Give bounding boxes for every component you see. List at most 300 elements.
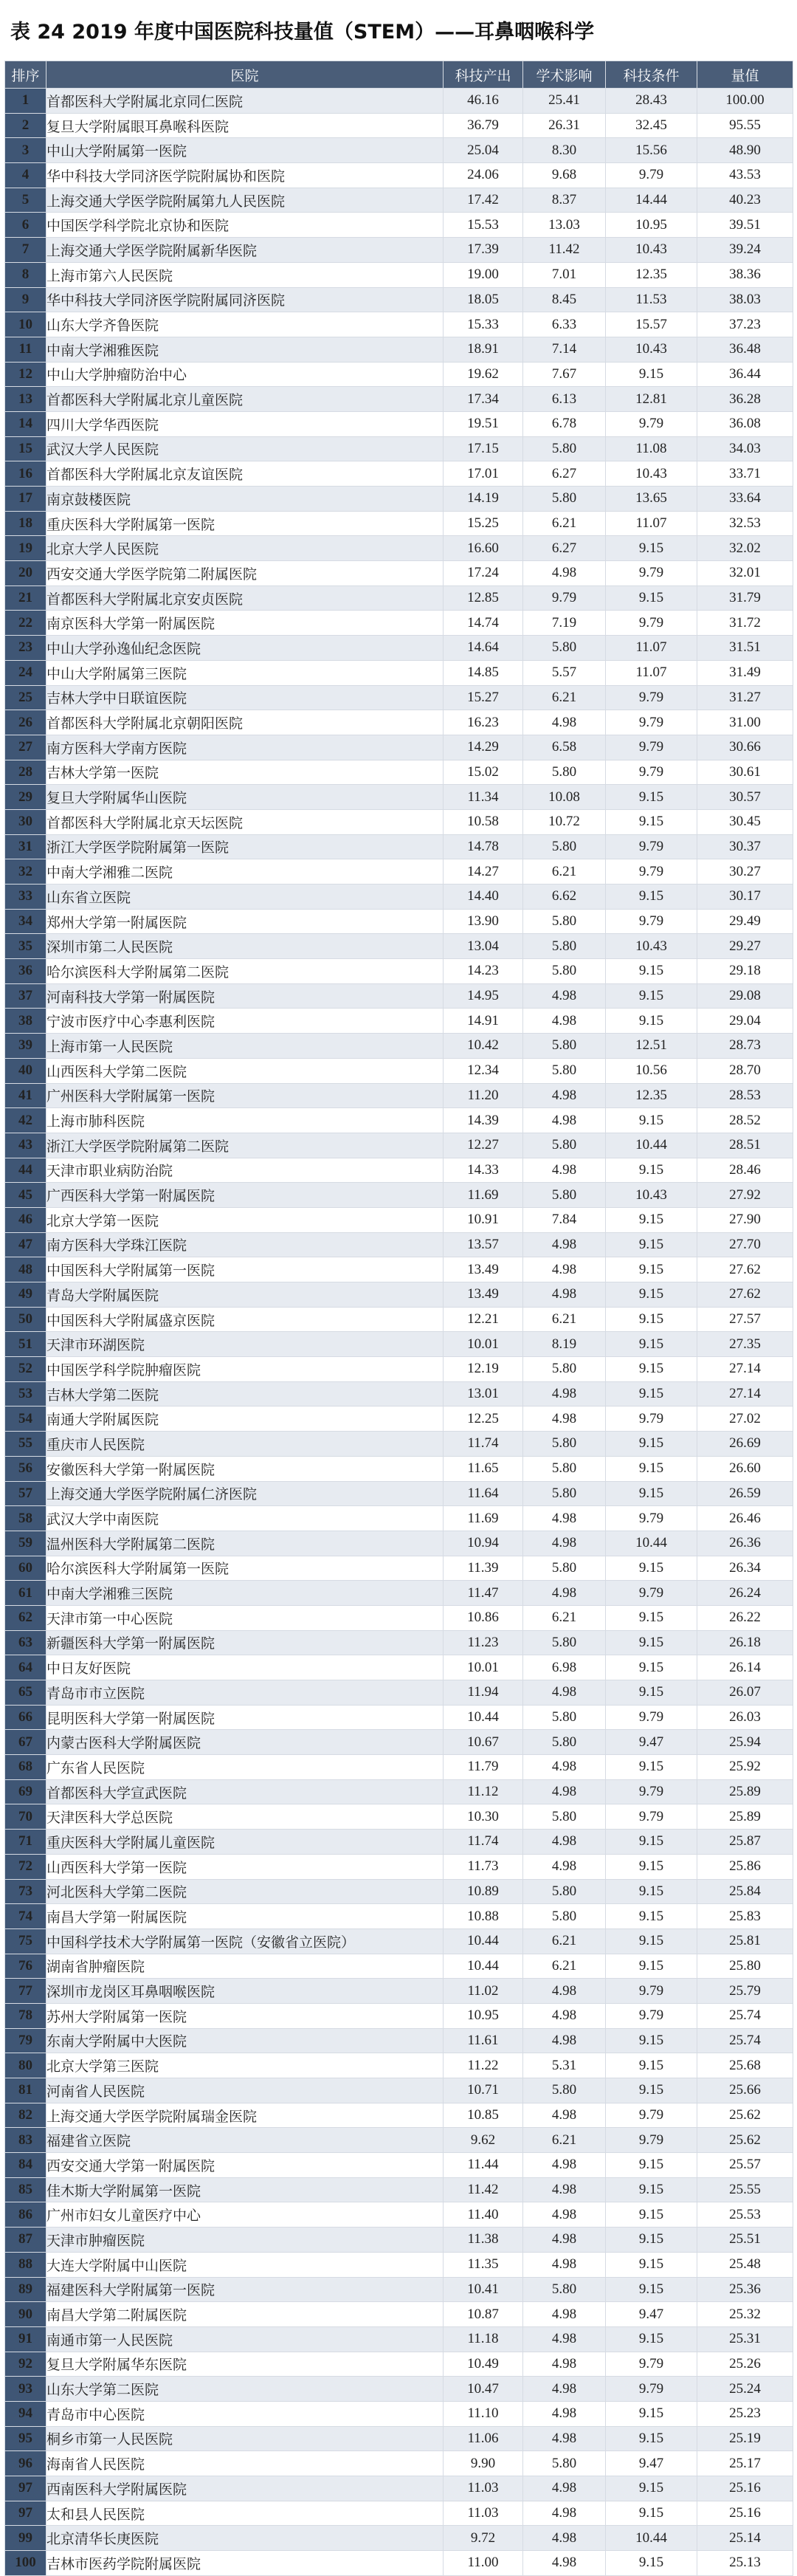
academic-impact-cell: 4.98 <box>523 1083 606 1108</box>
score-value-cell: 30.37 <box>697 834 793 859</box>
tech-output-cell: 13.49 <box>444 1282 523 1308</box>
rank-cell: 8 <box>5 262 46 287</box>
table-row <box>5 1257 793 1282</box>
score-value-cell: 25.80 <box>697 1954 793 1979</box>
table-row <box>5 1009 793 1034</box>
hospital-name-cell: 中南大学湘雅医院 <box>46 337 444 362</box>
rank-cell: 94 <box>5 2401 46 2426</box>
tech-condition-cell: 9.79 <box>606 2352 697 2377</box>
academic-impact-cell: 6.21 <box>523 859 606 885</box>
score-value-cell: 29.18 <box>697 959 793 984</box>
table-row <box>5 2078 793 2103</box>
hospital-name-cell: 天津市职业病防治院 <box>46 1158 444 1183</box>
table-row <box>5 2177 793 2202</box>
academic-impact-cell: 6.21 <box>523 1307 606 1332</box>
hospital-name-cell: 上海市肺科医院 <box>46 1108 444 1133</box>
hospital-name-cell: 四川大学华西医院 <box>46 411 444 436</box>
score-value-cell: 30.27 <box>697 859 793 885</box>
table-row <box>5 1581 793 1606</box>
score-value-cell: 27.70 <box>697 1232 793 1257</box>
rank-cell: 21 <box>5 585 46 611</box>
tech-condition-cell: 11.08 <box>606 436 697 461</box>
header-rank: 排序 <box>5 61 46 89</box>
academic-impact-cell: 4.98 <box>523 983 606 1009</box>
academic-impact-cell: 7.01 <box>523 262 606 287</box>
rank-cell: 59 <box>5 1531 46 1556</box>
hospital-name-cell: 北京大学人民医院 <box>46 536 444 561</box>
tech-condition-cell: 9.15 <box>606 1307 697 1332</box>
tech-condition-cell: 9.15 <box>606 1232 697 1257</box>
rank-cell: 42 <box>5 1108 46 1133</box>
rank-cell: 39 <box>5 1034 46 1059</box>
tech-output-cell: 15.02 <box>444 760 523 785</box>
table-row <box>5 337 793 362</box>
table-row <box>5 287 793 312</box>
table-row <box>5 2426 793 2451</box>
score-value-cell: 26.07 <box>697 1680 793 1706</box>
table-row <box>5 1705 793 1730</box>
academic-impact-cell: 8.19 <box>523 1332 606 1357</box>
tech-condition-cell: 9.79 <box>606 561 697 586</box>
tech-condition-cell: 9.79 <box>606 163 697 188</box>
hospital-name-cell: 吉林大学第一医院 <box>46 760 444 785</box>
academic-impact-cell: 4.98 <box>523 1779 606 1804</box>
academic-impact-cell: 5.80 <box>523 1630 606 1655</box>
hospital-name-cell: 哈尔滨医科大学附属第二医院 <box>46 959 444 984</box>
tech-condition-cell: 9.15 <box>606 1954 697 1979</box>
score-value-cell: 29.27 <box>697 934 793 959</box>
hospital-name-cell: 复旦大学附属华山医院 <box>46 785 444 810</box>
tech-condition-cell: 10.43 <box>606 1183 697 1208</box>
rank-cell: 70 <box>5 1804 46 1830</box>
academic-impact-cell: 4.98 <box>523 2252 606 2277</box>
academic-impact-cell: 5.80 <box>523 909 606 934</box>
academic-impact-cell: 6.21 <box>523 2128 606 2153</box>
header-output: 科技产出 <box>444 61 523 89</box>
tech-output-cell: 11.22 <box>444 2053 523 2078</box>
score-value-cell: 25.83 <box>697 1904 793 1929</box>
hospital-name-cell: 福建省立医院 <box>46 2128 444 2153</box>
tech-condition-cell: 9.79 <box>606 1979 697 2004</box>
score-value-cell: 25.74 <box>697 2003 793 2028</box>
hospital-name-cell: 天津市环湖医院 <box>46 1332 444 1357</box>
score-value-cell: 25.79 <box>697 1979 793 2004</box>
score-value-cell: 25.23 <box>697 2401 793 2426</box>
score-value-cell: 25.62 <box>697 2103 793 2128</box>
table-row <box>5 2128 793 2153</box>
rank-cell: 81 <box>5 2078 46 2103</box>
academic-impact-cell: 5.80 <box>523 1556 606 1581</box>
score-value-cell: 29.04 <box>697 1009 793 1034</box>
table-row <box>5 1655 793 1680</box>
hospital-name-cell: 昆明医科大学第一附属医院 <box>46 1705 444 1730</box>
rank-cell: 69 <box>5 1779 46 1804</box>
table-row <box>5 660 793 685</box>
hospital-name-cell: 中国医学科学院肿瘤医院 <box>46 1357 444 1382</box>
rank-cell: 24 <box>5 660 46 685</box>
table-row <box>5 2103 793 2128</box>
tech-condition-cell: 9.15 <box>606 2153 697 2178</box>
score-value-cell: 30.61 <box>697 760 793 785</box>
table-row <box>5 2028 793 2053</box>
tech-output-cell: 12.34 <box>444 1058 523 1083</box>
tech-output-cell: 11.61 <box>444 2028 523 2053</box>
header-condition: 科技条件 <box>606 61 697 89</box>
score-value-cell: 26.36 <box>697 1531 793 1556</box>
tech-output-cell: 10.44 <box>444 1705 523 1730</box>
score-value-cell: 32.53 <box>697 511 793 536</box>
hospital-name-cell: 南昌大学第一附属医院 <box>46 1904 444 1929</box>
tech-output-cell: 14.39 <box>444 1108 523 1133</box>
score-value-cell: 28.52 <box>697 1108 793 1133</box>
tech-condition-cell: 12.35 <box>606 1083 697 1108</box>
rank-cell: 11 <box>5 337 46 362</box>
tech-output-cell: 10.67 <box>444 1730 523 1755</box>
table-row <box>5 1108 793 1133</box>
tech-condition-cell: 9.79 <box>606 735 697 760</box>
academic-impact-cell: 4.98 <box>523 1755 606 1780</box>
table-row <box>5 1381 793 1407</box>
tech-output-cell: 13.04 <box>444 934 523 959</box>
hospital-name-cell: 北京大学第一医院 <box>46 1207 444 1232</box>
hospital-name-cell: 中日友好医院 <box>46 1655 444 1680</box>
rank-cell: 36 <box>5 959 46 984</box>
rank-cell: 56 <box>5 1456 46 1481</box>
tech-condition-cell: 9.79 <box>606 909 697 934</box>
hospital-name-cell: 福建医科大学附属第一医院 <box>46 2277 444 2302</box>
tech-output-cell: 15.27 <box>444 685 523 710</box>
hospital-name-cell: 南方医科大学南方医院 <box>46 735 444 760</box>
hospital-name-cell: 重庆市人民医院 <box>46 1432 444 1457</box>
tech-condition-cell: 9.79 <box>606 2103 697 2128</box>
score-value-cell: 26.24 <box>697 1581 793 1606</box>
rank-cell: 53 <box>5 1381 46 1407</box>
score-value-cell: 25.87 <box>697 1830 793 1855</box>
hospital-name-cell: 首都医科大学附属北京同仁医院 <box>46 89 444 114</box>
rank-cell: 2 <box>5 113 46 138</box>
table-row <box>5 909 793 934</box>
rank-cell: 50 <box>5 1307 46 1332</box>
tech-output-cell: 14.95 <box>444 983 523 1009</box>
rank-cell: 96 <box>5 2451 46 2476</box>
tech-condition-cell: 9.79 <box>606 1804 697 1830</box>
tech-output-cell: 17.24 <box>444 561 523 586</box>
rank-cell: 93 <box>5 2377 46 2402</box>
tech-condition-cell: 11.53 <box>606 287 697 312</box>
tech-condition-cell: 9.15 <box>606 1432 697 1457</box>
score-value-cell: 25.51 <box>697 2228 793 2253</box>
score-value-cell: 25.92 <box>697 1755 793 1780</box>
table-row <box>5 2302 793 2327</box>
table-row <box>5 1680 793 1706</box>
academic-impact-cell: 4.98 <box>523 710 606 735</box>
academic-impact-cell: 10.08 <box>523 785 606 810</box>
tech-condition-cell: 9.15 <box>606 1481 697 1506</box>
tech-condition-cell: 9.15 <box>606 1854 697 1879</box>
score-value-cell: 28.51 <box>697 1133 793 1158</box>
hospital-name-cell: 重庆医科大学附属第一医院 <box>46 511 444 536</box>
academic-impact-cell: 7.84 <box>523 1207 606 1232</box>
rank-cell: 54 <box>5 1407 46 1432</box>
tech-output-cell: 11.34 <box>444 785 523 810</box>
tech-output-cell: 9.62 <box>444 2128 523 2153</box>
tech-output-cell: 10.44 <box>444 1954 523 1979</box>
hospital-name-cell: 华中科技大学同济医学院附属同济医院 <box>46 287 444 312</box>
tech-condition-cell: 9.79 <box>606 1705 697 1730</box>
table-row <box>5 461 793 487</box>
rank-cell: 95 <box>5 2426 46 2451</box>
score-value-cell: 30.66 <box>697 735 793 760</box>
tech-output-cell: 17.39 <box>444 238 523 263</box>
table-row <box>5 213 793 238</box>
hospital-name-cell: 首都医科大学附属北京安贞医院 <box>46 585 444 611</box>
score-value-cell: 31.00 <box>697 710 793 735</box>
score-value-cell: 25.19 <box>697 2426 793 2451</box>
hospital-name-cell: 西南医科大学附属医院 <box>46 2476 444 2501</box>
academic-impact-cell: 6.27 <box>523 536 606 561</box>
rank-cell: 51 <box>5 1332 46 1357</box>
hospital-name-cell: 上海市第一人民医院 <box>46 1034 444 1059</box>
tech-condition-cell: 12.51 <box>606 1034 697 1059</box>
tech-condition-cell: 9.79 <box>606 2377 697 2402</box>
rank-cell: 44 <box>5 1158 46 1183</box>
academic-impact-cell: 10.72 <box>523 809 606 834</box>
tech-output-cell: 10.41 <box>444 2277 523 2302</box>
table-row <box>5 1755 793 1780</box>
tech-output-cell: 10.01 <box>444 1655 523 1680</box>
academic-impact-cell: 5.80 <box>523 1804 606 1830</box>
rank-cell: 52 <box>5 1357 46 1382</box>
tech-condition-cell: 9.15 <box>606 809 697 834</box>
rank-cell: 72 <box>5 1854 46 1879</box>
score-value-cell: 25.31 <box>697 2326 793 2352</box>
table-row <box>5 934 793 959</box>
academic-impact-cell: 4.98 <box>523 2426 606 2451</box>
tech-condition-cell: 9.15 <box>606 2401 697 2426</box>
academic-impact-cell: 7.19 <box>523 611 606 636</box>
rank-cell: 86 <box>5 2202 46 2228</box>
score-value-cell: 25.86 <box>697 1854 793 1879</box>
tech-output-cell: 14.64 <box>444 636 523 661</box>
tech-output-cell: 10.85 <box>444 2103 523 2128</box>
tech-output-cell: 12.19 <box>444 1357 523 1382</box>
table-row <box>5 1481 793 1506</box>
tech-output-cell: 10.49 <box>444 2352 523 2377</box>
tech-condition-cell: 9.79 <box>606 1779 697 1804</box>
score-value-cell: 31.27 <box>697 685 793 710</box>
rank-cell: 97 <box>5 2476 46 2501</box>
academic-impact-cell: 4.98 <box>523 2352 606 2377</box>
score-value-cell: 33.64 <box>697 487 793 512</box>
rank-cell: 67 <box>5 1730 46 1755</box>
rank-cell: 83 <box>5 2128 46 2153</box>
hospital-name-cell: 南方医科大学珠江医院 <box>46 1232 444 1257</box>
rank-cell: 99 <box>5 2526 46 2551</box>
rank-cell: 18 <box>5 511 46 536</box>
academic-impact-cell: 5.80 <box>523 959 606 984</box>
table-row <box>5 2526 793 2551</box>
tech-condition-cell: 9.15 <box>606 1928 697 1954</box>
tech-output-cell: 11.79 <box>444 1755 523 1780</box>
tech-condition-cell: 9.15 <box>606 2501 697 2526</box>
tech-output-cell: 24.06 <box>444 163 523 188</box>
hospital-name-cell: 温州医科大学附属第二医院 <box>46 1531 444 1556</box>
hospital-name-cell: 上海交通大学医学院附属新华医院 <box>46 238 444 263</box>
rank-cell: 61 <box>5 1581 46 1606</box>
academic-impact-cell: 5.31 <box>523 2053 606 2078</box>
table-row <box>5 1307 793 1332</box>
academic-impact-cell: 6.21 <box>523 685 606 710</box>
hospital-name-cell: 山东省立医院 <box>46 885 444 910</box>
academic-impact-cell: 4.98 <box>523 2153 606 2178</box>
tech-condition-cell: 9.79 <box>606 1506 697 1531</box>
score-value-cell: 28.53 <box>697 1083 793 1108</box>
table-row <box>5 536 793 561</box>
score-value-cell: 26.34 <box>697 1556 793 1581</box>
rank-cell: 64 <box>5 1655 46 1680</box>
hospital-name-cell: 天津市第一中心医院 <box>46 1605 444 1630</box>
rank-cell: 66 <box>5 1705 46 1730</box>
rank-cell: 30 <box>5 809 46 834</box>
academic-impact-cell: 6.58 <box>523 735 606 760</box>
academic-impact-cell: 4.98 <box>523 561 606 586</box>
table-row <box>5 1357 793 1382</box>
hospital-name-cell: 宁波市医疗中心李惠利医院 <box>46 1009 444 1034</box>
tech-condition-cell: 9.15 <box>606 2277 697 2302</box>
hospital-name-cell: 青岛市中心医院 <box>46 2401 444 2426</box>
academic-impact-cell: 4.98 <box>523 2476 606 2501</box>
tech-condition-cell: 13.65 <box>606 487 697 512</box>
academic-impact-cell: 6.21 <box>523 511 606 536</box>
tech-output-cell: 13.57 <box>444 1232 523 1257</box>
score-value-cell: 30.45 <box>697 809 793 834</box>
hospital-name-cell: 首都医科大学附属北京友谊医院 <box>46 461 444 487</box>
hospital-name-cell: 中山大学附属第一医院 <box>46 138 444 163</box>
table-row <box>5 312 793 337</box>
academic-impact-cell: 8.45 <box>523 287 606 312</box>
academic-impact-cell: 5.80 <box>523 2451 606 2476</box>
tech-condition-cell: 10.56 <box>606 1058 697 1083</box>
tech-condition-cell: 9.15 <box>606 2551 697 2576</box>
score-value-cell: 27.92 <box>697 1183 793 1208</box>
academic-impact-cell: 4.98 <box>523 1531 606 1556</box>
rank-cell: 41 <box>5 1083 46 1108</box>
academic-impact-cell: 5.80 <box>523 1432 606 1457</box>
rank-cell: 57 <box>5 1481 46 1506</box>
tech-condition-cell: 9.15 <box>606 785 697 810</box>
hospital-name-cell: 中山大学附属第三医院 <box>46 660 444 685</box>
rank-cell: 58 <box>5 1506 46 1531</box>
rank-cell: 28 <box>5 760 46 785</box>
tech-condition-cell: 9.15 <box>606 959 697 984</box>
table-row <box>5 2053 793 2078</box>
tech-condition-cell: 9.15 <box>606 1257 697 1282</box>
rank-cell: 71 <box>5 1830 46 1855</box>
score-value-cell: 26.59 <box>697 1481 793 1506</box>
tech-output-cell: 11.10 <box>444 2401 523 2426</box>
academic-impact-cell: 4.98 <box>523 1232 606 1257</box>
hospital-name-cell: 复旦大学附属华东医院 <box>46 2352 444 2377</box>
table-row <box>5 561 793 586</box>
table-row <box>5 959 793 984</box>
academic-impact-cell: 9.79 <box>523 585 606 611</box>
tech-output-cell: 17.15 <box>444 436 523 461</box>
academic-impact-cell: 4.98 <box>523 1257 606 1282</box>
tech-output-cell: 11.65 <box>444 1456 523 1481</box>
hospital-name-cell: 太和县人民医院 <box>46 2501 444 2526</box>
score-value-cell: 25.14 <box>697 2526 793 2551</box>
score-value-cell: 27.14 <box>697 1357 793 1382</box>
tech-output-cell: 11.18 <box>444 2326 523 2352</box>
tech-condition-cell: 9.15 <box>606 536 697 561</box>
score-value-cell: 27.90 <box>697 1207 793 1232</box>
hospital-name-cell: 上海交通大学医学院附属瑞金医院 <box>46 2103 444 2128</box>
academic-impact-cell: 5.80 <box>523 1904 606 1929</box>
rank-cell: 74 <box>5 1904 46 1929</box>
table-row <box>5 487 793 512</box>
table-row <box>5 2401 793 2426</box>
score-value-cell: 36.28 <box>697 387 793 412</box>
score-value-cell: 25.55 <box>697 2177 793 2202</box>
tech-output-cell: 11.38 <box>444 2228 523 2253</box>
score-value-cell: 38.03 <box>697 287 793 312</box>
rank-cell: 55 <box>5 1432 46 1457</box>
rank-cell: 82 <box>5 2103 46 2128</box>
table-header-row <box>5 61 793 89</box>
table-row <box>5 238 793 263</box>
academic-impact-cell: 5.80 <box>523 2078 606 2103</box>
academic-impact-cell: 5.80 <box>523 934 606 959</box>
score-value-cell: 26.69 <box>697 1432 793 1457</box>
hospital-name-cell: 北京大学第三医院 <box>46 2053 444 2078</box>
score-value-cell: 39.51 <box>697 213 793 238</box>
rank-cell: 85 <box>5 2177 46 2202</box>
tech-output-cell: 15.25 <box>444 511 523 536</box>
rank-cell: 7 <box>5 238 46 263</box>
hospital-name-cell: 武汉大学中南医院 <box>46 1506 444 1531</box>
tech-output-cell: 10.94 <box>444 1531 523 1556</box>
table-row <box>5 1456 793 1481</box>
rank-cell: 27 <box>5 735 46 760</box>
tech-condition-cell: 10.44 <box>606 2526 697 2551</box>
table-row <box>5 2153 793 2178</box>
score-value-cell: 29.08 <box>697 983 793 1009</box>
rank-cell: 9 <box>5 287 46 312</box>
rank-cell: 1 <box>5 89 46 114</box>
hospital-name-cell: 安徽医科大学第一附属医院 <box>46 1456 444 1481</box>
hospital-name-cell: 南通大学附属医院 <box>46 1407 444 1432</box>
score-value-cell: 25.89 <box>697 1804 793 1830</box>
hospital-name-cell: 浙江大学医学院附属第一医院 <box>46 834 444 859</box>
tech-condition-cell: 9.15 <box>606 2053 697 2078</box>
score-value-cell: 32.01 <box>697 561 793 586</box>
rank-cell: 25 <box>5 685 46 710</box>
academic-impact-cell: 4.98 <box>523 2003 606 2028</box>
table-row <box>5 1133 793 1158</box>
rank-cell: 100 <box>5 2551 46 2576</box>
rank-cell: 90 <box>5 2302 46 2327</box>
hospital-name-cell: 南京鼓楼医院 <box>46 487 444 512</box>
table-row <box>5 1804 793 1830</box>
hospital-name-cell: 青岛大学附属医院 <box>46 1282 444 1308</box>
score-value-cell: 31.51 <box>697 636 793 661</box>
hospital-name-cell: 东南大学附属中大医院 <box>46 2028 444 2053</box>
tech-output-cell: 14.91 <box>444 1009 523 1034</box>
hospital-name-cell: 西安交通大学第一附属医院 <box>46 2153 444 2178</box>
tech-output-cell: 11.40 <box>444 2202 523 2228</box>
tech-output-cell: 10.58 <box>444 809 523 834</box>
rank-cell: 80 <box>5 2053 46 2078</box>
